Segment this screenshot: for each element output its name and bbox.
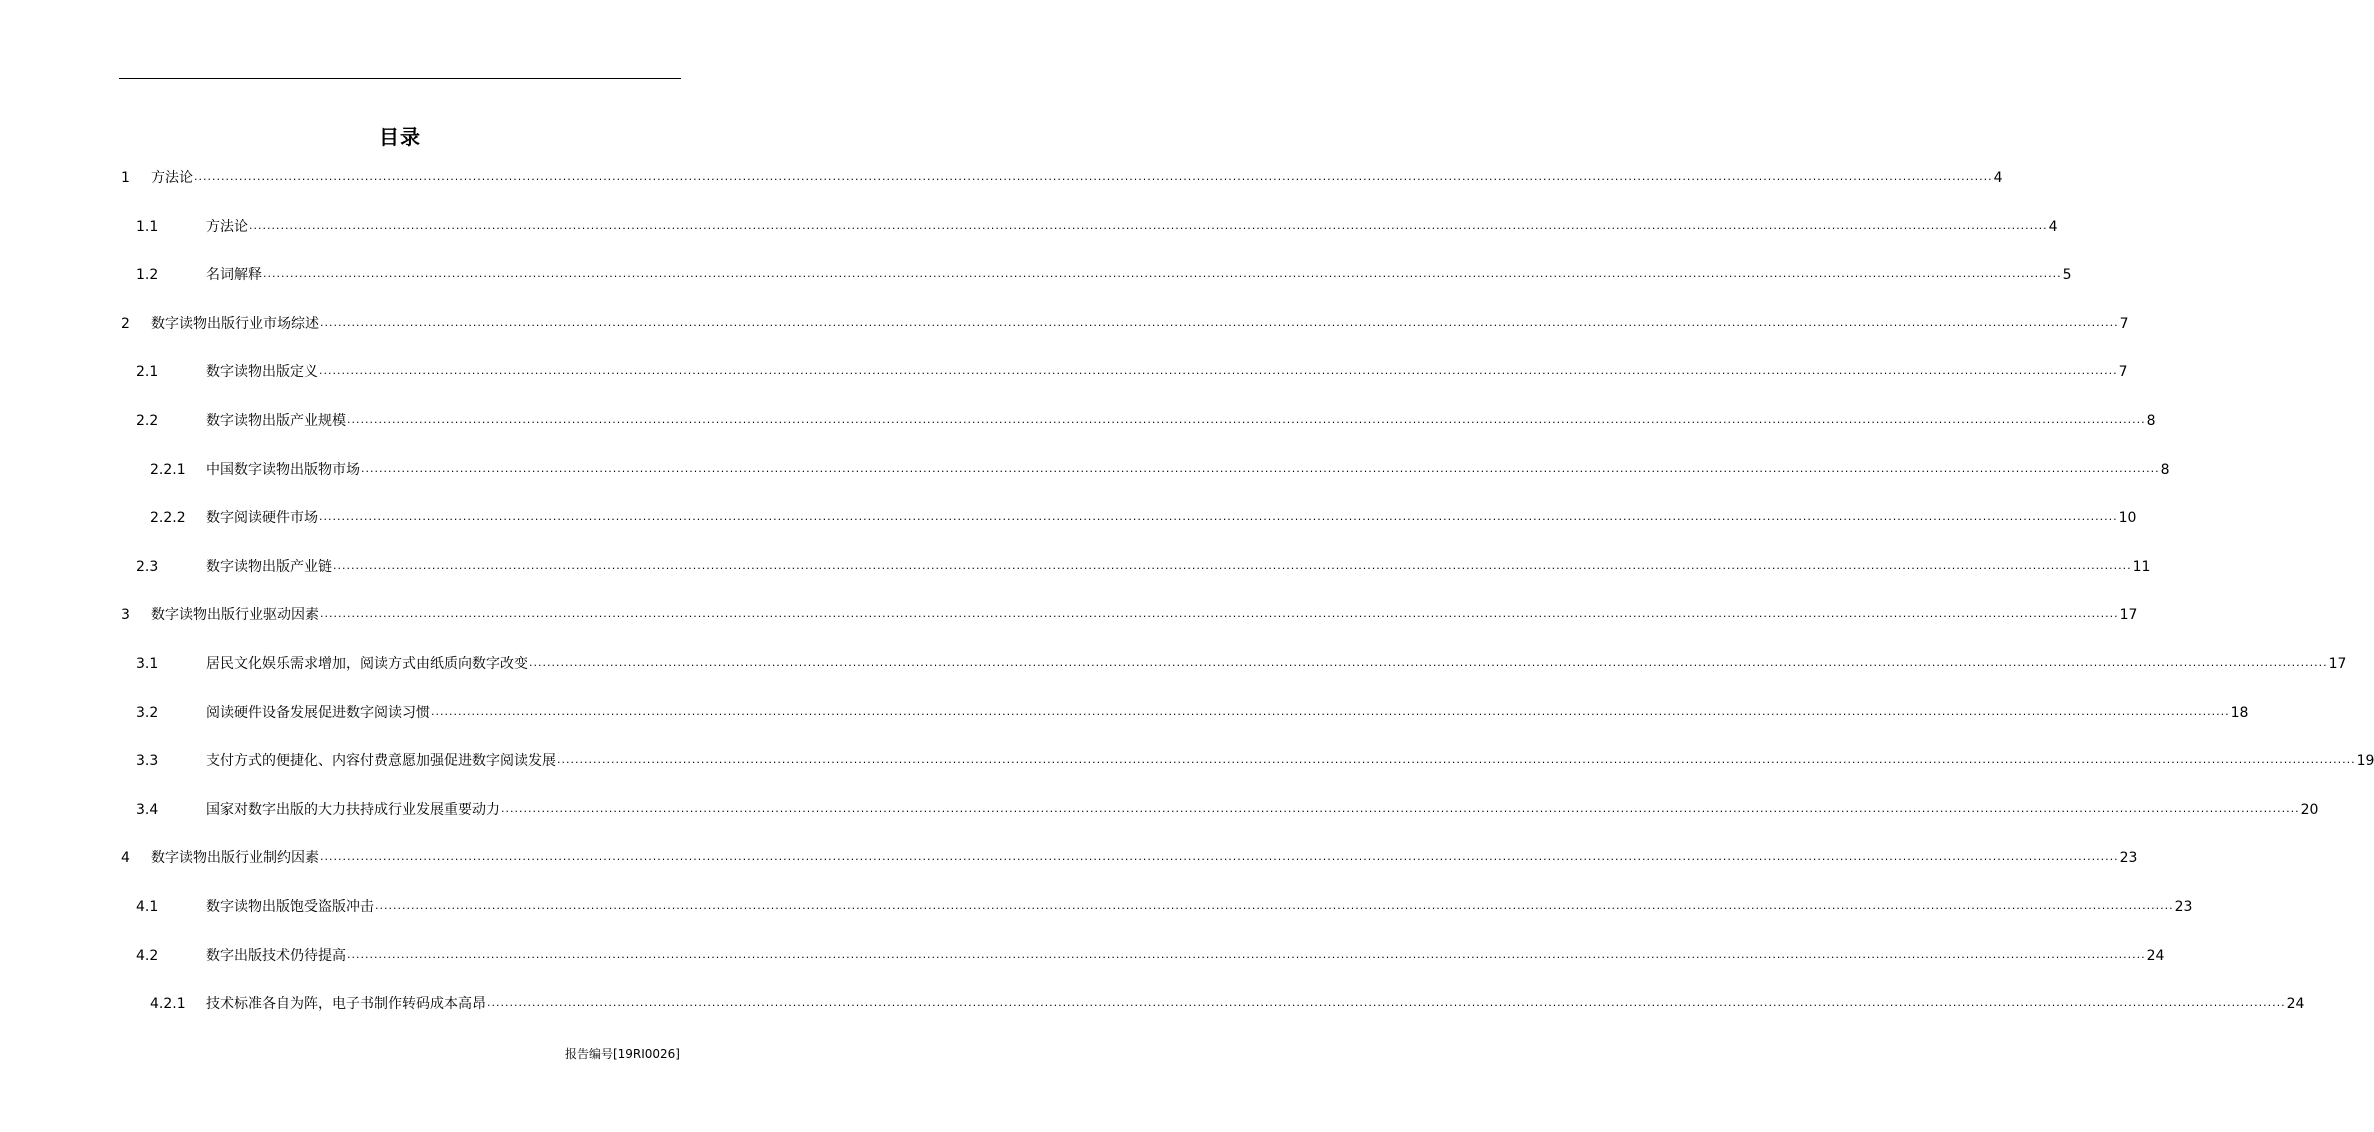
toc-entry-number: 4.2	[136, 948, 159, 964]
toc-entry-number: 1	[121, 170, 130, 186]
toc-entry-page-number: 11	[2132, 559, 2151, 575]
toc-entry-title: 方法论	[206, 219, 248, 235]
toc-entry-page-number: 8	[2146, 413, 2156, 429]
toc-entry-page-number: 10	[2118, 510, 2137, 526]
toc-entry-number: 4.2.1	[150, 996, 186, 1012]
toc-entry-number: 2.1	[136, 364, 159, 380]
dot-leader: ................................................................................................................................................................................................................................................................................................................................................................................................................	[320, 850, 2119, 863]
header-rule	[119, 78, 681, 79]
toc-entry-page-number: 5	[2062, 267, 2072, 283]
toc-entry-number: 2.3	[136, 559, 159, 575]
toc-entry-title: 支付方式的便捷化、内容付费意愿加强促进数字阅读发展	[206, 753, 556, 769]
toc-entry-page-number: 20	[2300, 802, 2319, 818]
toc-entry-number: 2.2	[136, 413, 159, 429]
toc-entry[interactable]	[0, 217, 2058, 237]
toc-entry-page-number: 4	[1993, 170, 2003, 186]
toc-entry-page-number: 17	[2328, 656, 2347, 672]
dot-leader: ................................................................................................................................................................................................................................................................................................................................................................................................................	[361, 462, 2160, 475]
dot-leader: ................................................................................................................................................................................................................................................................................................................................................................................................................	[375, 899, 2174, 912]
toc-entry[interactable]	[0, 557, 2151, 577]
toc-entry[interactable]	[0, 848, 2138, 868]
toc-entry-title: 数字读物出版行业制约因素	[151, 850, 319, 866]
toc-entry-title: 数字读物出版产业规模	[206, 413, 346, 429]
toc-entry-number: 1.1	[136, 219, 159, 235]
toc-entry[interactable]	[0, 800, 2319, 820]
toc-entry-title: 数字阅读硬件市场	[206, 510, 318, 526]
toc-entry-title: 数字读物出版行业驱动因素	[151, 607, 319, 623]
toc-entry-page-number: 7	[2118, 364, 2128, 380]
toc-entry[interactable]	[0, 994, 2305, 1014]
dot-leader: ................................................................................................................................................................................................................................................................................................................................................................................................................	[249, 219, 2048, 232]
dot-leader: ................................................................................................................................................................................................................................................................................................................................................................................................................	[487, 996, 2286, 1009]
dot-leader: ................................................................................................................................................................................................................................................................................................................................................................................................................	[320, 316, 2119, 329]
toc-entry-title: 国家对数字出版的大力扶持成行业发展重要动力	[206, 802, 500, 818]
toc-entry[interactable]	[0, 314, 2129, 334]
toc-entry[interactable]	[0, 411, 2156, 431]
toc-entry[interactable]	[0, 265, 2072, 285]
toc-entry-page-number: 4	[2048, 219, 2058, 235]
toc-entry-page-number: 24	[2286, 996, 2305, 1012]
toc-entry[interactable]	[0, 897, 2193, 917]
toc-entry-page-number: 8	[2160, 462, 2170, 478]
dot-leader: ................................................................................................................................................................................................................................................................................................................................................................................................................	[347, 948, 2146, 961]
dot-leader: ................................................................................................................................................................................................................................................................................................................................................................................................................	[263, 267, 2062, 280]
toc-entry-number: 3.2	[136, 705, 159, 721]
dot-leader: ................................................................................................................................................................................................................................................................................................................................................................................................................	[557, 753, 2356, 766]
dot-leader: ................................................................................................................................................................................................................................................................................................................................................................................................................	[333, 559, 2132, 572]
report-number: 报告编号[19RI0026]	[564, 1047, 680, 1061]
toc-entry-number: 3.3	[136, 753, 159, 769]
toc-entry-number: 2.2.1	[150, 462, 186, 478]
toc-entry-number: 4.1	[136, 899, 159, 915]
toc-entry-number: 4	[121, 850, 130, 866]
dot-leader: ................................................................................................................................................................................................................................................................................................................................................................................................................	[347, 413, 2146, 426]
toc-entry-title: 数字读物出版行业市场综述	[151, 316, 319, 332]
toc-entry-title: 数字读物出版饱受盗版冲击	[206, 899, 374, 915]
toc-entry-title: 数字读物出版定义	[206, 364, 318, 380]
toc-entry-page-number: 7	[2119, 316, 2129, 332]
toc-entry-page-number: 23	[2119, 850, 2138, 866]
toc-entry-page-number: 23	[2174, 899, 2193, 915]
toc-entry-title: 中国数字读物出版物市场	[206, 462, 360, 478]
dot-leader: ................................................................................................................................................................................................................................................................................................................................................................................................................	[431, 705, 2230, 718]
toc-entry-number: 2.2.2	[150, 510, 186, 526]
dot-leader: ................................................................................................................................................................................................................................................................................................................................................................................................................	[194, 170, 1993, 183]
toc-entry[interactable]	[0, 751, 2374, 771]
dot-leader: ................................................................................................................................................................................................................................................................................................................................................................................................................	[319, 364, 2118, 377]
toc-entry-number: 3	[121, 607, 130, 623]
toc-entry-title: 数字出版技术仍待提高	[206, 948, 346, 964]
dot-leader: ................................................................................................................................................................................................................................................................................................................................................................................................................	[501, 802, 2300, 815]
toc-entry-title: 方法论	[151, 170, 193, 186]
toc-entry[interactable]	[0, 362, 2128, 382]
toc-entry[interactable]	[0, 168, 2003, 188]
toc-entry-number: 1.2	[136, 267, 159, 283]
toc-entry[interactable]	[0, 703, 2249, 723]
toc-entry-title: 数字读物出版产业链	[206, 559, 332, 575]
toc-title: 目录	[379, 125, 421, 149]
toc-entry-number: 3.1	[136, 656, 159, 672]
toc-entry-title: 名词解释	[206, 267, 262, 283]
dot-leader: ................................................................................................................................................................................................................................................................................................................................................................................................................	[320, 607, 2119, 620]
toc-entry[interactable]	[0, 946, 2165, 966]
toc-entry[interactable]	[0, 605, 2138, 625]
dot-leader: ................................................................................................................................................................................................................................................................................................................................................................................................................	[529, 656, 2328, 669]
toc-entry-page-number: 17	[2119, 607, 2138, 623]
toc-entry-title: 居民文化娱乐需求增加，阅读方式由纸质向数字改变	[206, 656, 528, 672]
toc-entry[interactable]	[0, 654, 2347, 674]
toc-entry-page-number: 19	[2356, 753, 2374, 769]
dot-leader: ................................................................................................................................................................................................................................................................................................................................................................................................................	[319, 510, 2118, 523]
toc-entry-number: 2	[121, 316, 130, 332]
toc-entry[interactable]	[0, 460, 2170, 480]
toc-entry-page-number: 24	[2146, 948, 2165, 964]
toc-entry-title: 阅读硬件设备发展促进数字阅读习惯	[206, 705, 430, 721]
toc-entry-number: 3.4	[136, 802, 159, 818]
toc-entry-title: 技术标准各自为阵，电子书制作转码成本高昂	[206, 996, 486, 1012]
toc-entry[interactable]	[0, 508, 2137, 528]
toc-entry-page-number: 18	[2230, 705, 2249, 721]
